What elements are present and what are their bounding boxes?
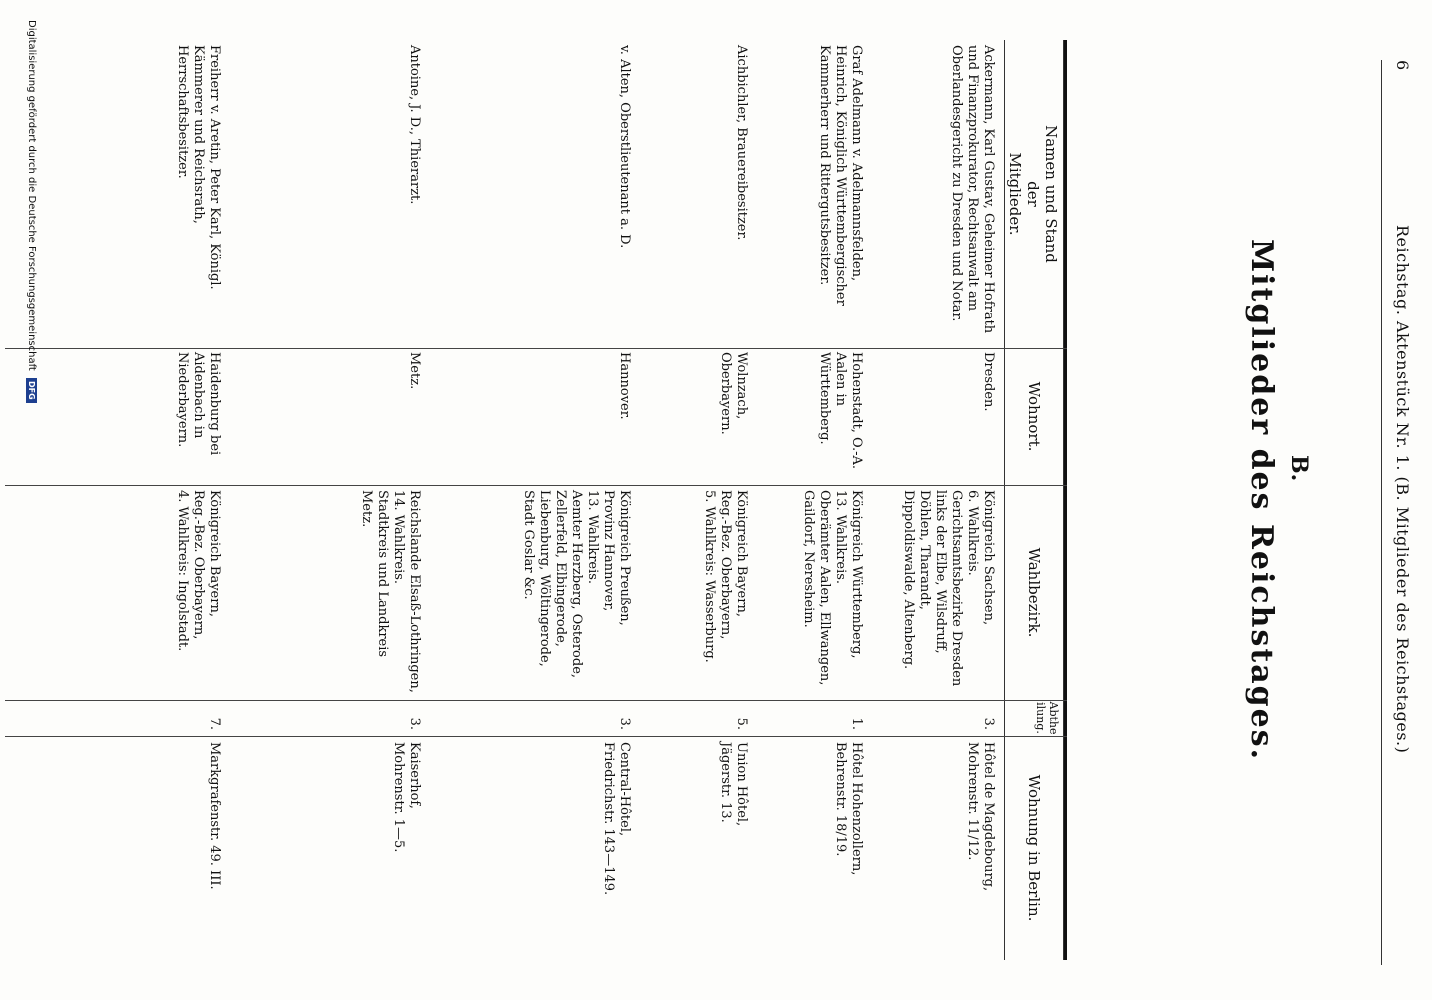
dfg-logo: DFG	[26, 378, 37, 403]
header-wahlbezirk: Wahlbezirk.	[1025, 547, 1043, 638]
row-5-name: Antoine, J. D., Thierarzt.	[407, 45, 422, 205]
digitization-text: Digitalisierung gefördert durch die Deutsche Forschungsgemeinschaft	[26, 20, 37, 371]
col-sep-4	[5, 736, 1067, 737]
col-sep-3	[5, 700, 1067, 701]
page-number: 6	[1393, 60, 1412, 71]
section-letter: B.	[1286, 455, 1312, 482]
row-3-name: Aichbichler, Brauereibesitzer.	[734, 45, 749, 241]
row-1-wohnort: Dresden.	[981, 352, 996, 412]
top-rule	[1381, 60, 1382, 965]
row-2-berlin: Hôtel Hohenzollern, Behrenstr. 18/19.	[833, 742, 864, 876]
row-6-wohnort: Haidenburg bei Aidenbach in Niederbayern.	[175, 352, 222, 456]
row-6-wahlbezirk: Königreich Bayern, Reg.-Bez. Oberbayern, 4. Wahlkreis: Ingolstadt.	[175, 490, 222, 652]
running-head: Reichstag. Aktenstück Nr. 1. (B. Mitglieder des Reichstages.)	[1393, 225, 1412, 754]
row-6-abtheilung: 7.	[207, 717, 222, 730]
header-abtheilung: Abtheilung.	[1034, 701, 1060, 735]
row-2-wahlbezirk: Königreich Württemberg, 13. Wahlkreis. Oberämter Aalen, Ellwangen, Gaildorf, Neresheim.	[801, 490, 864, 686]
page-title: Mitglieder des Reichstages.	[1244, 238, 1279, 762]
row-1-name: Ackermann, Karl Gustav, Geheimer Hofrath und Finanzprokurator, Rechtsanwalt am Oberlandesgericht zu Dresden und Notar.	[949, 45, 996, 334]
col-sep-1	[5, 348, 1067, 349]
header-wohnort: Wohnort.	[1025, 381, 1043, 452]
row-3-wahlbezirk: Königreich Bayern, Reg.-Bez. Oberbayern, 5. Wahlkreis: Wasserburg.	[702, 490, 749, 663]
row-6-name: Freiherr v. Aretin, Peter Karl, Königl. Kämmerer und Reichsrath, Herrschaftsbesitzer.	[175, 45, 222, 290]
row-3-abtheilung: 5.	[734, 717, 749, 730]
row-4-wahlbezirk: Königreich Preußen, Provinz Hannover, 13. Wahlkreis. Aemter Herzberg, Osterode, Zellerfeld, Elbingerode, Liebenburg, Wöltingerode, Stadt Goslar &c.	[521, 490, 632, 679]
col-sep-2	[5, 485, 1067, 486]
row-2-wohnort: Hohenstadt, O.-A. Aalen in Württemberg.	[817, 352, 864, 469]
row-6-berlin: Markgrafenstr. 49. III.	[207, 742, 222, 890]
header-berlin: Wohnung in Berlin.	[1025, 774, 1043, 922]
row-3-berlin: Union Hôtel, Jägerstr. 13.	[718, 742, 749, 827]
row-4-berlin: Central-Hôtel, Friedrichstr. 143—149.	[601, 742, 632, 896]
header-divider	[1004, 40, 1005, 960]
row-4-name: v. Alten, Oberstlieutenant a. D.	[617, 45, 632, 249]
row-2-abtheilung: 1.	[849, 717, 864, 730]
row-5-berlin: Kaiserhof, Mohrenstr. 1—5.	[391, 742, 422, 853]
digitization-note	[26, 20, 37, 403]
header-name: Namen und Stand der Mitglieder.	[1006, 125, 1060, 263]
row-2-name: Graf Adelmann v. Adelmannsfelden, Heinrich, Königlich Württembergischer Kammerherr und Rittergutsbesitzer.	[817, 45, 864, 306]
table-top-rule	[1064, 40, 1067, 960]
row-1-berlin: Hôtel de Magdebourg, Mohrenstr. 11/12.	[965, 742, 996, 892]
row-5-wahlbezirk: Reichslande Elsaß-Lothringen, 14. Wahlkreis. Stadtkreis und Landkreis Metz.	[359, 490, 422, 693]
row-3-wohnort: Wolnzach, Oberbayern.	[718, 352, 749, 435]
table-top-rule-inner	[1063, 40, 1064, 960]
row-4-wohnort: Hannover.	[617, 352, 632, 420]
row-5-abtheilung: 3.	[407, 717, 422, 730]
row-1-abtheilung: 3.	[981, 717, 996, 730]
row-4-abtheilung: 3.	[617, 717, 632, 730]
row-5-wohnort: Metz.	[407, 352, 422, 390]
row-1-wahlbezirk: Königreich Sachsen, 6. Wahlkreis. Gerichtsamtsbezirke Dresden links der Elbe, Wilsdruff, Döhlen, Tharandt, Dippoldiswalde, Altenberg.	[901, 490, 996, 687]
